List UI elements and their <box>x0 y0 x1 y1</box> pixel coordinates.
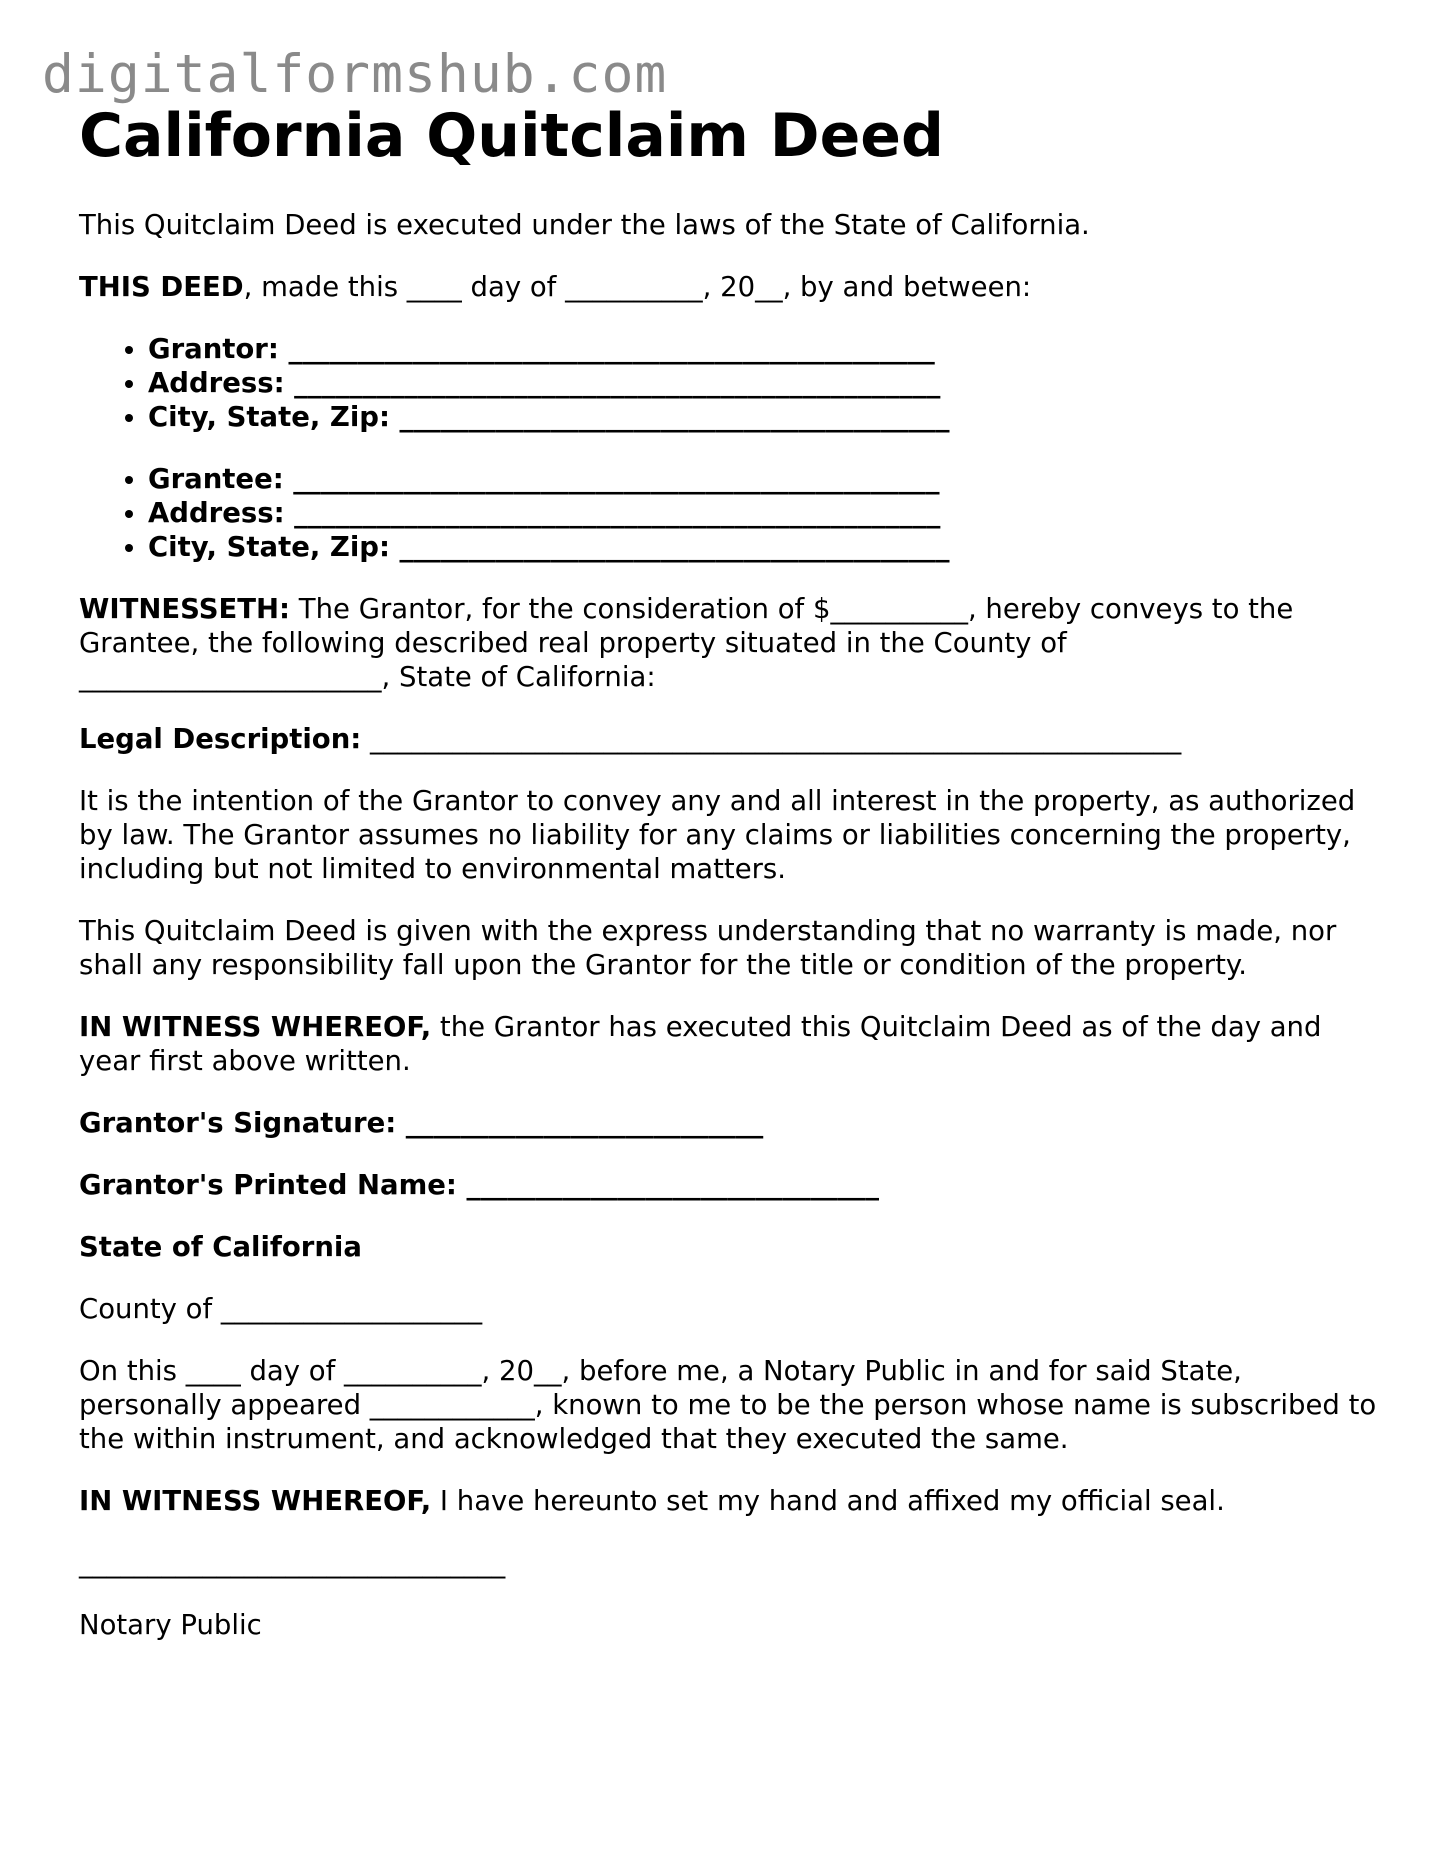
state-heading-label: State of California <box>79 1231 362 1263</box>
notary-witness-text: I have hereunto set my hand and affixed my official seal. <box>431 1485 1225 1517</box>
notary-label: Notary Public <box>79 1609 262 1641</box>
grantor-witness-label: IN WITNESS WHEREOF, <box>79 1011 432 1043</box>
grantor-signature-label: Grantor's Signature: __________________________ <box>79 1107 764 1139</box>
legal-description-blank: ___________________________________________________________ <box>361 723 1182 755</box>
grantee-fields <box>79 462 1379 564</box>
grantor-city-state-zip-field: • City, State, Zip: ________________________________________ <box>148 400 1379 434</box>
warranty-paragraph: This Quitclaim Deed is given with the express understanding that no warranty is made, nor shall any responsibility fall upon the Grantor for the title or condition of the property. <box>79 915 1337 981</box>
page-title: California Quitclaim Deed <box>79 101 944 171</box>
grantee-address-field: • Address: _______________________________________________ <box>148 496 1379 530</box>
watermark: digitalformshub.com <box>42 44 668 105</box>
notary-paragraph: On this ____ day of __________, 20__, before me, a Notary Public in and for said State, personally appeared ____________, known to me to be the person whose name is subscribed to the within instrument, and acknowledged that they executed the same. <box>79 1355 1377 1455</box>
witnesseth-text: The Grantor, for the consideration of $__________, hereby conveys to the Grantee, the following described real property situated in the County of ______________________, State of California: <box>79 593 1294 693</box>
deed-line-label: THIS DEED <box>79 271 244 303</box>
deed-line-text: , made this ____ day of __________, 20__, by and between: <box>243 271 1032 303</box>
deed-line <box>79 270 1379 304</box>
intent-paragraph: It is the intention of the Grantor to convey any and all interest in the property, as authorized by law. The Grantor assumes no liability for any claims or liabilities concerning the property, including but not limited to environmental matters. <box>79 785 1356 885</box>
grantor-name-field: • Grantor: _______________________________________________ <box>148 332 1379 366</box>
witnesseth-paragraph <box>79 592 1379 694</box>
grantor-witness-paragraph <box>79 1010 1379 1078</box>
grantee-name-field: • Grantee: _______________________________________________ <box>148 462 1379 496</box>
grantor-signature-line <box>79 1106 1379 1140</box>
notary-witness-label: IN WITNESS WHEREOF, <box>79 1485 432 1517</box>
grantor-fields <box>79 332 1379 434</box>
legal-description <box>79 722 1379 756</box>
county-line: County of ___________________ <box>79 1293 483 1325</box>
document-body <box>79 98 1379 1670</box>
legal-description-label: Legal Description: <box>79 723 362 755</box>
notary-witness-paragraph <box>79 1484 1379 1518</box>
grantor-address-field: • Address: _______________________________________________ <box>148 366 1379 400</box>
grantor-printed-name-label: Grantor's Printed Name: ______________________________ <box>79 1169 879 1201</box>
grantor-witness-text: the Grantor has executed this Quitclaim Deed as of the day and year first above written. <box>79 1011 1322 1077</box>
state-heading <box>79 1230 1379 1264</box>
grantee-city-state-zip-field: • City, State, Zip: ________________________________________ <box>148 530 1379 564</box>
notary-signature-line: _______________________________ <box>79 1547 506 1579</box>
grantor-printed-name-line <box>79 1168 1379 1202</box>
intro-paragraph: This Quitclaim Deed is executed under the laws of the State of California. <box>79 209 1090 241</box>
witnesseth-label: WITNESSETH: <box>79 593 291 625</box>
